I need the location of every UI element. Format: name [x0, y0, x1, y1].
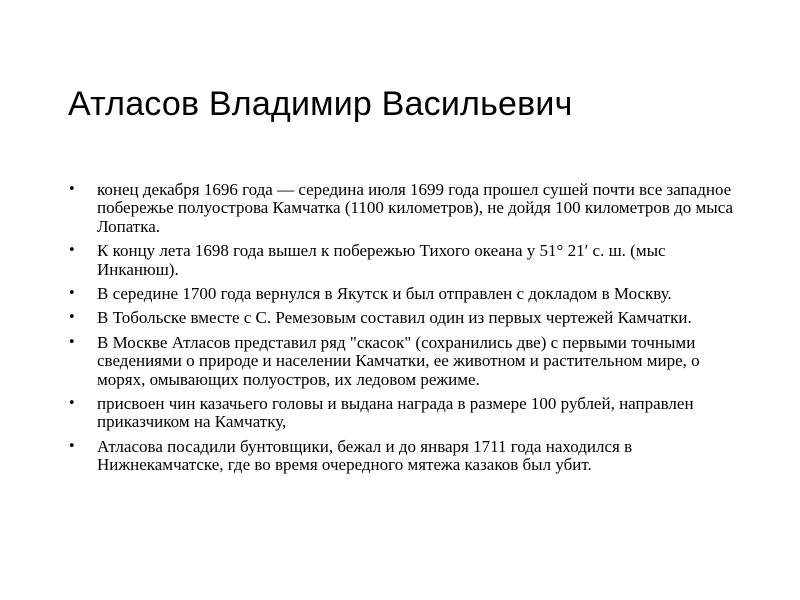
bullet-item: [68, 181, 748, 236]
bullet-dot-icon: •: [68, 182, 76, 197]
bullet-dot-icon: •: [68, 286, 76, 302]
bullet-item: [68, 309, 748, 327]
bullet-text: В середине 1700 года вернулся в Якутск и был отправлен с докладом в Москву.: [97, 284, 672, 304]
bullet-item: [68, 242, 748, 279]
bullet-dot-icon: •: [68, 310, 76, 326]
bullet-dot-icon: •: [68, 396, 76, 412]
slide-title: Атласов Владимир Васильевич: [68, 85, 573, 123]
bullet-text: В Тобольске вместе с С. Ремезовым составил один из первых чертежей Камчатки.: [97, 308, 692, 328]
bullet-dot-icon: •: [68, 334, 76, 350]
bullet-item: [68, 438, 748, 475]
bullet-dot-icon: •: [68, 243, 76, 259]
bullet-item: [68, 285, 748, 303]
bullet-dot-icon: •: [68, 438, 76, 454]
bullet-item: [68, 395, 748, 432]
bullet-text: К концу лета 1698 года вышел к побережью Тихого океана у 51° 21′ с. ш. (мыс Инканюш).: [97, 241, 666, 279]
bullet-text: В Москве Атласов представил ряд "скасок" (сохранились две) с первыми точными сведениями о природе и населении Камчатки, ее животном и растительном мире, о морях, омывающих полуостров, их ледовом режиме.: [97, 332, 700, 389]
bullet-text: Атласова посадили бунтовщики, бежал и до января 1711 года находился в Нижнекамчатске, где во время очередного мятежа казаков был убит.: [97, 436, 633, 475]
bullet-list: [68, 181, 748, 481]
bullet-text: присвоен чин казачьего головы и выдана награда в размере 100 рублей, направлен приказчиком на Камчатку,: [97, 394, 694, 432]
bullet-text: конец декабря 1696 года — середина июля 1699 года прошел сушей почти все западное побережье полуострова Камчатка (1100 километров), не дойдя 100 километров до мыса Лопатка.: [97, 180, 733, 236]
bullet-item: [68, 334, 748, 389]
